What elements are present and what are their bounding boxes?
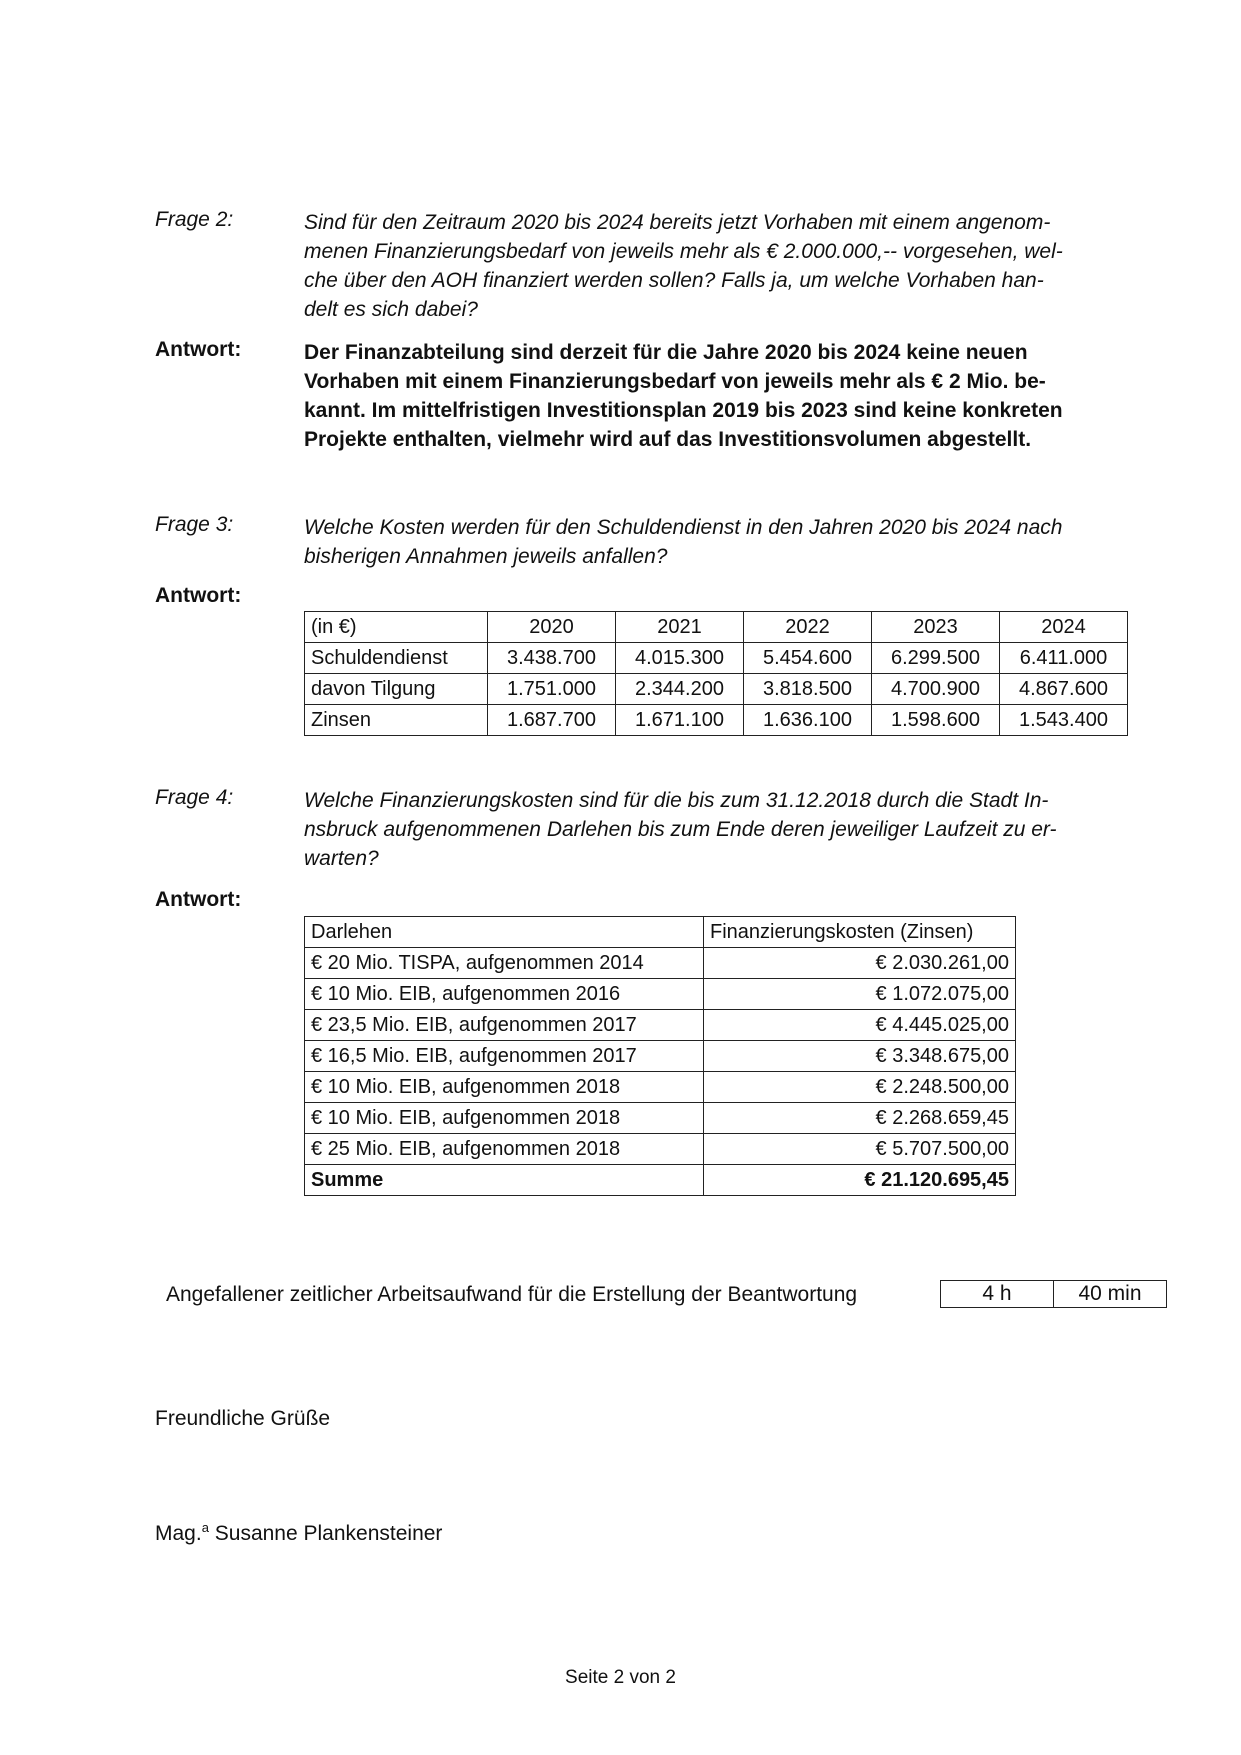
table-cell: € 10 Mio. EIB, aufgenommen 2016 [305, 979, 704, 1010]
debt-service-table [304, 611, 1128, 736]
signature-title: Mag. [155, 1522, 202, 1545]
question-3-text [304, 513, 1144, 571]
table-cell: 1.636.100 [744, 705, 872, 736]
answer-2-line: Der Finanzabteilung sind derzeit für die Jahre 2020 bis 2024 keine neuen [304, 341, 1028, 364]
table-header-cell: 2024 [1000, 612, 1128, 643]
signature [155, 1520, 442, 1546]
table-cell: Schuldendienst [305, 643, 488, 674]
question-2-line: Sind für den Zeitraum 2020 bis 2024 bereits jetzt Vorhaben mit einem angenom- [304, 211, 1051, 234]
answer-2-label: Antwort: [155, 338, 242, 361]
question-4-text [304, 786, 1144, 873]
table-row [305, 1041, 1016, 1072]
table-cell: € 10 Mio. EIB, aufgenommen 2018 [305, 1072, 704, 1103]
question-4-line: Welche Finanzierungskosten sind für die bis zum 31.12.2018 durch die Stadt In- [304, 789, 1049, 812]
table-cell: € 23,5 Mio. EIB, aufgenommen 2017 [305, 1010, 704, 1041]
table-header-cell: (in €) [305, 612, 488, 643]
table-cell: 1.751.000 [488, 674, 616, 705]
table-cell: Zinsen [305, 705, 488, 736]
effort-table [940, 1280, 1167, 1308]
loan-costs-table [304, 916, 1016, 1196]
page-number: Seite 2 von 2 [565, 1667, 676, 1688]
table-header-cell: 2020 [488, 612, 616, 643]
table-cell: 6.299.500 [872, 643, 1000, 674]
answer-3-label: Antwort: [155, 584, 242, 607]
question-3-label: Frage 3: [155, 513, 234, 536]
question-2-line: menen Finanzierungsbedarf von jeweils mehr als € 2.000.000,-- vorgesehen, wel- [304, 240, 1063, 263]
table-header-cell: 2023 [872, 612, 1000, 643]
table-cell: 3.438.700 [488, 643, 616, 674]
question-2-label: Frage 2: [155, 208, 234, 231]
table-cell: € 16,5 Mio. EIB, aufgenommen 2017 [305, 1041, 704, 1072]
table-cell: € 10 Mio. EIB, aufgenommen 2018 [305, 1103, 704, 1134]
table-row [305, 1103, 1016, 1134]
table-row [305, 1072, 1016, 1103]
table-row [305, 948, 1016, 979]
effort-label: Angefallener zeitlicher Arbeitsaufwand für die Erstellung der Beantwortung [166, 1283, 858, 1306]
table-cell: € 4.445.025,00 [704, 1010, 1016, 1041]
table-cell: 4.015.300 [616, 643, 744, 674]
question-2-line: delt es sich dabei? [304, 298, 478, 321]
answer-2-line: Projekte enthalten, vielmehr wird auf das Investitionsvolumen abgestellt. [304, 428, 1032, 451]
table-row [305, 643, 1128, 674]
question-4-line: nsbruck aufgenommenen Darlehen bis zum Ende deren jeweiliger Laufzeit zu er- [304, 818, 1057, 841]
table-cell: davon Tilgung [305, 674, 488, 705]
total-value: € 21.120.695,45 [704, 1165, 1016, 1196]
table-cell: 1.671.100 [616, 705, 744, 736]
signature-name: Susanne Plankensteiner [214, 1522, 443, 1545]
table-cell: 4.700.900 [872, 674, 1000, 705]
question-2-line: che über den AOH finanziert werden sollen? Falls ja, um welche Vorhaben han- [304, 269, 1044, 292]
table-cell: € 25 Mio. EIB, aufgenommen 2018 [305, 1134, 704, 1165]
table-cell: € 20 Mio. TISPA, aufgenommen 2014 [305, 948, 704, 979]
table-cell: 3.818.500 [744, 674, 872, 705]
answer-4-label: Antwort: [155, 888, 242, 911]
table-cell: € 2.268.659,45 [704, 1103, 1016, 1134]
effort-hours: 4 h [941, 1281, 1054, 1308]
question-4-line: warten? [304, 847, 379, 870]
table-header-cell: Finanzierungskosten (Zinsen) [704, 917, 1016, 948]
table-row [305, 979, 1016, 1010]
table-cell: 1.598.600 [872, 705, 1000, 736]
table-cell: 2.344.200 [616, 674, 744, 705]
table-cell: 1.543.400 [1000, 705, 1128, 736]
table-header-row [305, 917, 1016, 948]
table-cell: 6.411.000 [1000, 643, 1128, 674]
answer-2-text [304, 338, 1144, 454]
closing-greeting: Freundliche Grüße [155, 1407, 331, 1430]
table-cell: 5.454.600 [744, 643, 872, 674]
total-label: Summe [305, 1165, 704, 1196]
answer-2-line: kannt. Im mittelfristigen Investitionsplan 2019 bis 2023 sind keine konkreten [304, 399, 1063, 422]
table-row [305, 1134, 1016, 1165]
table-row [941, 1281, 1167, 1308]
table-cell: € 3.348.675,00 [704, 1041, 1016, 1072]
table-row [305, 705, 1128, 736]
table-cell: 1.687.700 [488, 705, 616, 736]
table-total-row [305, 1165, 1016, 1196]
table-row [305, 674, 1128, 705]
table-header-row [305, 612, 1128, 643]
effort-minutes: 40 min [1054, 1281, 1167, 1308]
signature-title-suffix: a [201, 1520, 209, 1535]
table-cell: € 2.248.500,00 [704, 1072, 1016, 1103]
question-4-label: Frage 4: [155, 786, 234, 809]
table-header-cell: 2021 [616, 612, 744, 643]
question-3-line: bisherigen Annahmen jeweils anfallen? [304, 545, 668, 568]
table-header-cell: Darlehen [305, 917, 704, 948]
table-cell: € 2.030.261,00 [704, 948, 1016, 979]
table-row [305, 1010, 1016, 1041]
table-cell: € 5.707.500,00 [704, 1134, 1016, 1165]
table-cell: 4.867.600 [1000, 674, 1128, 705]
question-3-line: Welche Kosten werden für den Schuldendienst in den Jahren 2020 bis 2024 nach [304, 516, 1063, 539]
answer-2-line: Vorhaben mit einem Finanzierungsbedarf von jeweils mehr als € 2 Mio. be- [304, 370, 1046, 393]
question-2-text [304, 208, 1144, 324]
table-header-cell: 2022 [744, 612, 872, 643]
table-cell: € 1.072.075,00 [704, 979, 1016, 1010]
